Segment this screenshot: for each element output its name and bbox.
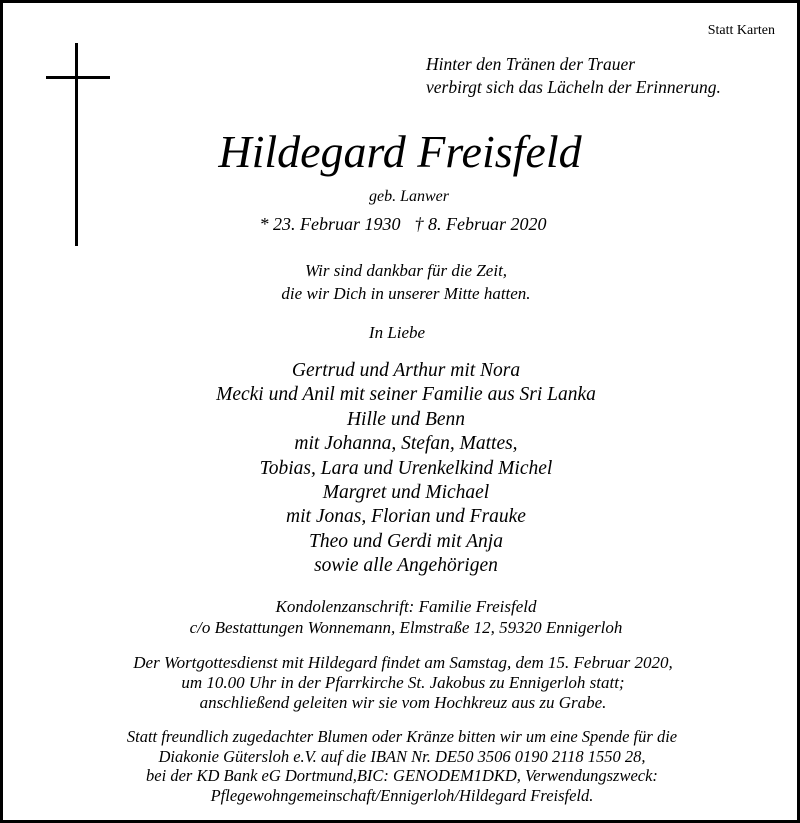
mourner-line: Theo und Gerdi mit Anja [309,530,503,552]
in-liebe-label: In Liebe [368,323,426,342]
birth-date: * 23. Februar 1930 [259,214,401,234]
service-line: um 10.00 Uhr in der Pfarrkirche St. Jakobus zu Ennigerloh statt; [181,673,625,692]
condolence-line: Kondolenzanschrift: Familie Freisfeld [275,597,537,616]
mourner-line: Hille und Benn [346,408,466,430]
gratitude-verse [6,259,800,305]
mourners-list [6,359,800,579]
deceased-name: Hildegard Freisfeld [218,126,582,177]
condolence-address [6,596,800,638]
mourner-line: Gertrud und Arthur mit Nora [291,360,521,381]
mourner-line: Tobias, Lara und Urenkelkind Michel [259,457,553,479]
mourner-line: sowie alle Angehörigen [314,555,498,577]
verse-line: Wir sind dankbar für die Zeit, [304,261,508,280]
mourner-line: Mecki und Anil mit seiner Familie aus Sri Lanka [216,384,596,406]
verse-line: die wir Dich in unserer Mitte hatten. [281,284,531,303]
service-info [3,653,800,713]
donation-line: bei der KD Bank eG Dortmund,BIC: GENODEM1DKD, Verwendungszweck: [146,766,658,785]
mourner-line: Margret und Michael [322,482,490,504]
death-date: † 8. Februar 2020 [414,214,547,234]
donation-line: Statt freundlich zugedachter Blumen oder Kränze bitten wir um eine Spende für die [126,727,678,746]
mourner-line: mit Johanna, Stefan, Mattes, [294,433,518,455]
service-line: anschließend geleiten wir sie vom Hochkreuz aus zu Grabe. [199,693,607,712]
donation-line: Pflegewohngemeinschaft/Ennigerloh/Hildegard Freisfeld. [210,785,594,805]
statt-karten-label: Statt Karten [707,23,775,38]
donation-info [2,727,800,805]
motto-line: Hinter den Tränen der Trauer [426,54,636,74]
condolence-line: c/o Bestattungen Wonnemann, Elmstraße 12, 59320 Ennigerloh [189,618,623,637]
motto-quote [426,53,721,99]
motto-line: verbirgt sich das Lächeln der Erinnerung. [426,77,721,97]
birth-name: geb. Lanwer [369,188,449,205]
service-line: Der Wortgottesdienst mit Hildegard findet am Samstag, dem 15. Februar 2020, [133,653,673,672]
life-dates [3,214,800,235]
donation-line: Diakonie Gütersloh e.V. auf die IBAN Nr. DE50 3506 0190 2118 1550 28, [158,746,646,766]
mourner-line: mit Jonas, Florian und Frauke [286,506,526,528]
cross-horizontal-bar [46,76,110,79]
